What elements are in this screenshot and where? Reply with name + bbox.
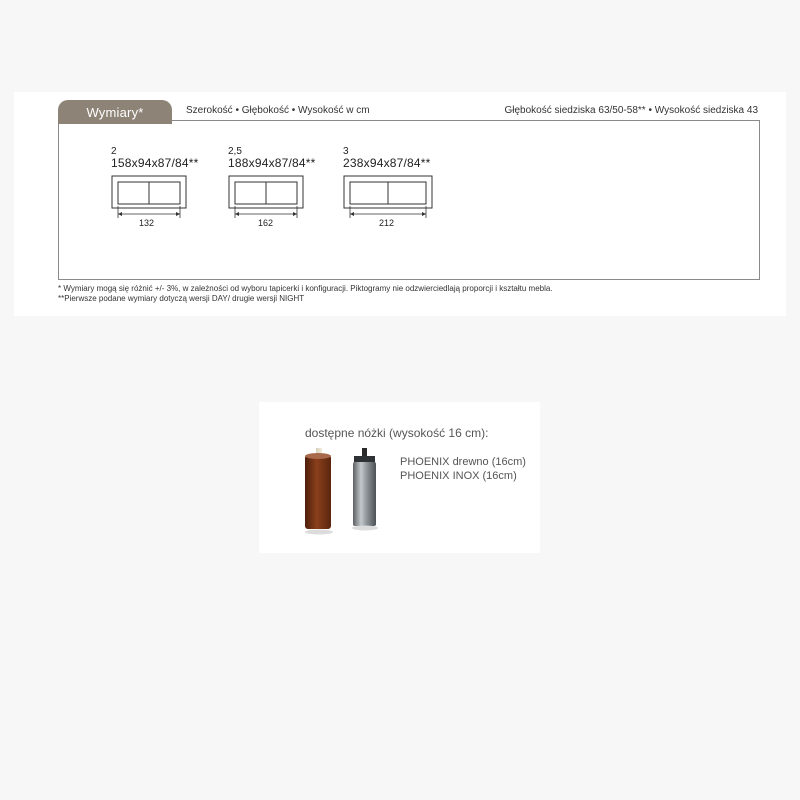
dimensions-tab: Wymiary* bbox=[58, 100, 172, 124]
dimensions-panel bbox=[14, 92, 786, 316]
legs-section bbox=[259, 402, 540, 553]
sofa-seat-count: 2,5 bbox=[228, 146, 242, 157]
seat-width-label: 212 bbox=[379, 218, 395, 228]
wooden-leg-icon bbox=[303, 448, 337, 536]
seat-width-label: 132 bbox=[139, 218, 155, 228]
sofa-dimensions: 238x94x87/84** bbox=[343, 156, 431, 170]
sofa-variant-2-5 bbox=[228, 146, 348, 234]
sofa-seat-count: 3 bbox=[343, 146, 349, 157]
dimension-notes bbox=[58, 284, 553, 304]
leg-option-wood: PHOENIX drewno (16cm) bbox=[400, 456, 526, 468]
sofa-seat-count: 2 bbox=[111, 146, 117, 157]
sofa-dimensions: 158x94x87/84** bbox=[111, 156, 199, 170]
leg-option-inox: PHOENIX INOX (16cm) bbox=[400, 470, 517, 482]
note-day-night: **Pierwsze podane wymiary dotyczą wersji DAY/ drugie wersji NIGHT bbox=[58, 294, 305, 303]
sofa-variant-2 bbox=[111, 146, 231, 234]
header-dimension-units: Szerokość • Głębokość • Wysokość w cm bbox=[186, 105, 370, 116]
seat-width-label: 162 bbox=[258, 218, 274, 228]
sofa-dimensions: 188x94x87/84** bbox=[228, 156, 316, 170]
header-seat-info: Głębokość siedziska 63/50-58** • Wysokość siedziska 43 bbox=[504, 105, 758, 116]
sofa-variant-3 bbox=[343, 146, 483, 234]
steel-leg-icon bbox=[349, 448, 383, 536]
legs-options-list bbox=[400, 455, 526, 483]
note-tolerance: * Wymiary mogą się różnić +/- 3%, w zależności od wyboru tapicerki i konfiguracji. Piktogramy nie odzwierciedlają proporcji i kształtu mebla. bbox=[58, 284, 553, 293]
legs-title: dostępne nóżki (wysokość 16 cm): bbox=[305, 426, 489, 440]
